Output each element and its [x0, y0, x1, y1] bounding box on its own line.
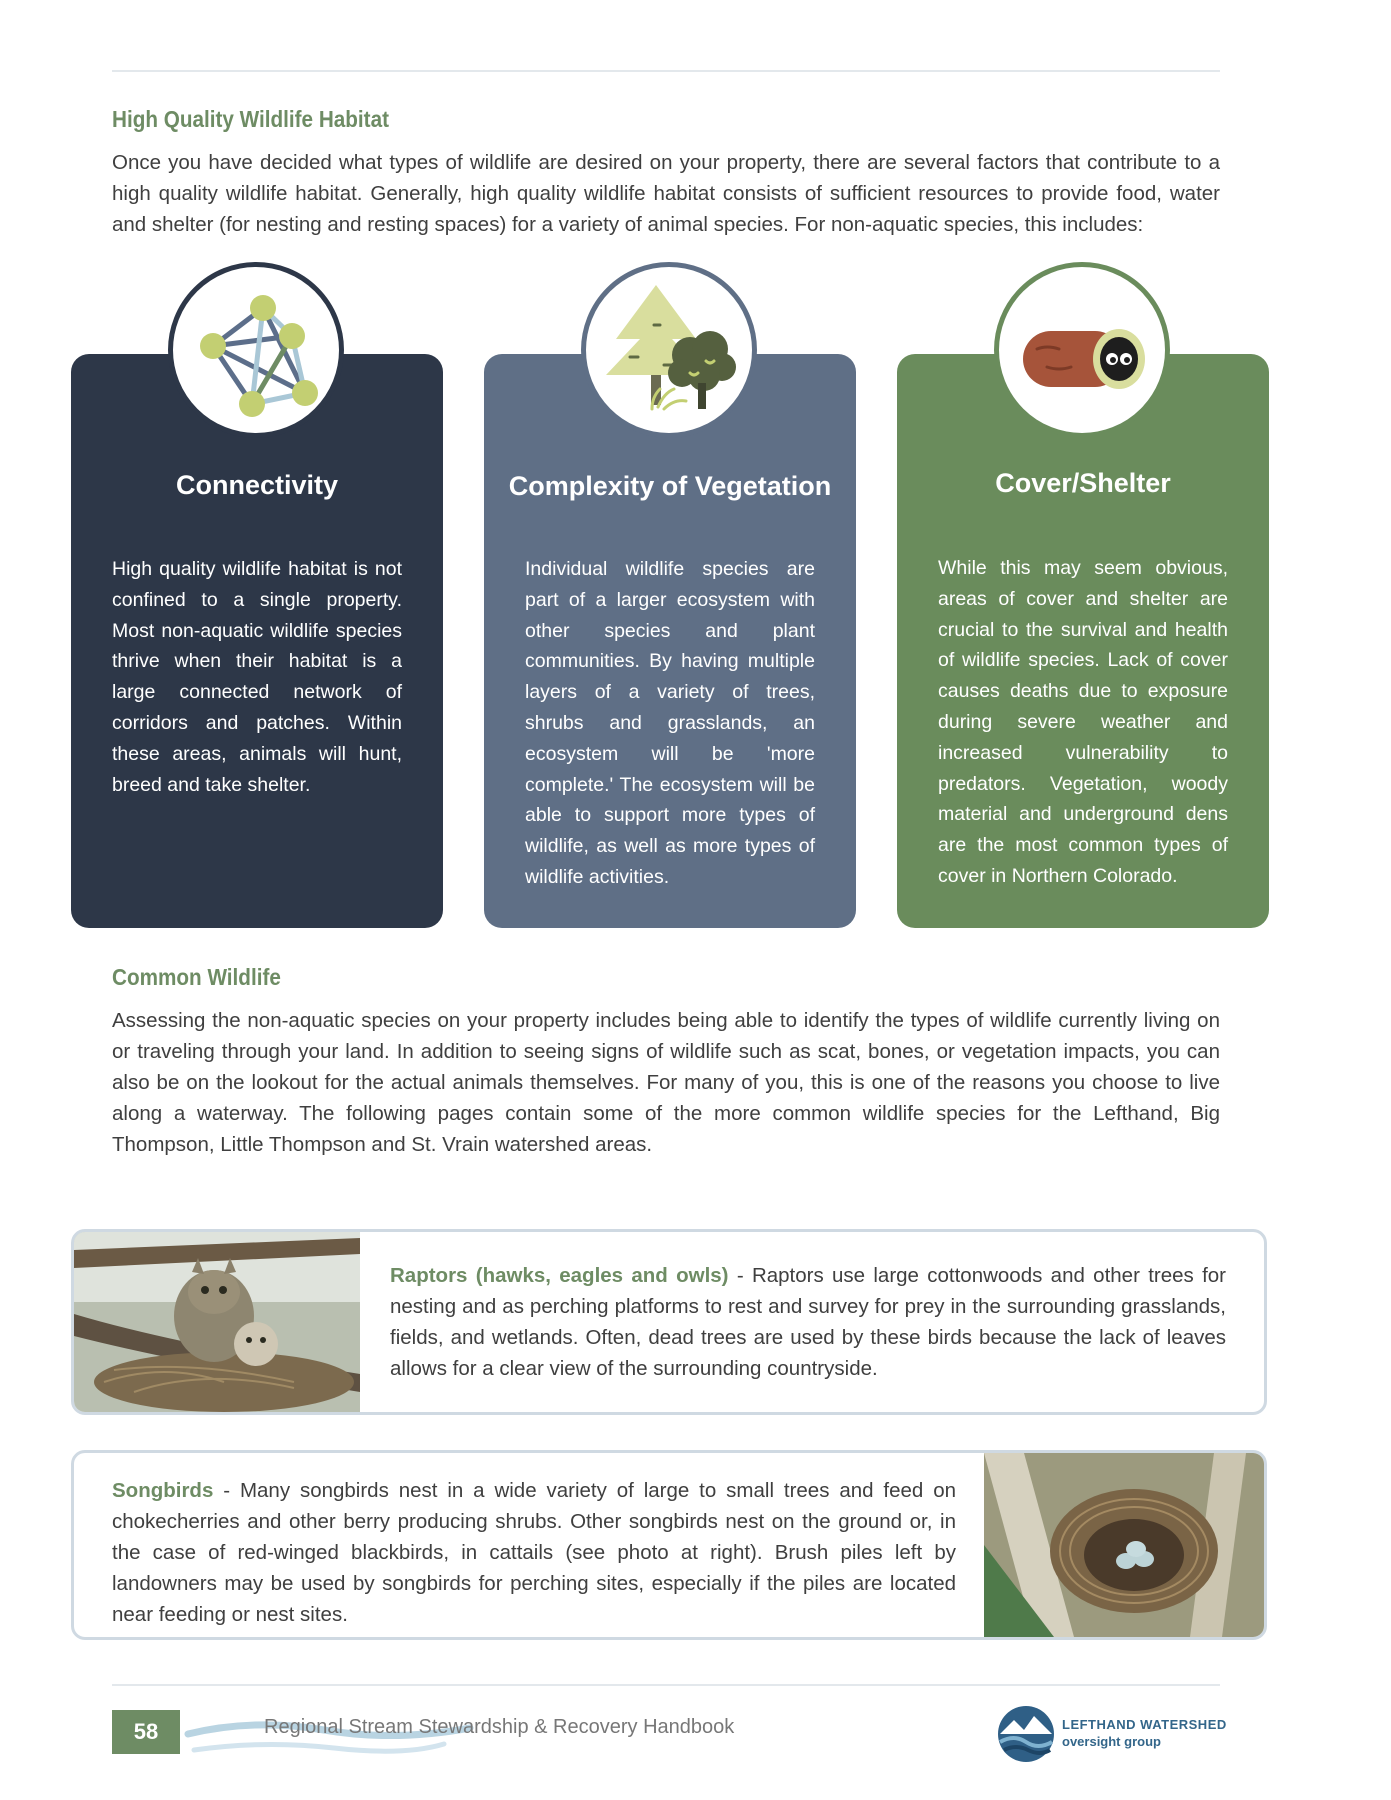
card-title: Complexity of Vegetation: [508, 471, 832, 501]
card-body: Individual wildlife species are part of a larger ecosystem with other species and plant communities. By having multiple layers of a variety of trees, shrubs and grasslands, an ecosystem will be 'more complete.' The ecosystem will be able to support more types of wildlife, as well as more types of wildlife activities.: [525, 558, 815, 888]
songbirds-box: [71, 1450, 1267, 1640]
vegetation-card: [484, 354, 856, 928]
cover-icon-circle: [994, 262, 1170, 438]
raptors-description: [390, 1260, 1226, 1384]
log-icon: [1007, 275, 1157, 425]
raptors-name: Raptors (hawks, eagles and owls): [390, 1264, 729, 1287]
vegetation-icon-circle: [581, 262, 757, 438]
owl-photo: [74, 1232, 360, 1412]
cover-shelter-card: [897, 354, 1269, 928]
section-heading-common-wildlife: Common Wildlife: [112, 964, 281, 990]
section-heading-habitat: High Quality Wildlife Habitat: [112, 106, 389, 132]
card-title: Cover/Shelter: [995, 468, 1171, 498]
card-body: High quality wildlife habitat is not confined to a single property. Most non-aquatic wildlife species thrive when their habitat is a large connected network of corridors and patches. Within these areas, animals will hunt, breed and take shelter.: [112, 558, 402, 796]
card-body: While this may seem obvious, areas of cover and shelter are crucial to the survival and health of wildlife species. Lack of cover causes deaths due to exposure during severe weather and increased vulnerability to predators. Vegetation, woody material and underground dens are the most common types of cover in Northern Colorado.: [938, 557, 1228, 887]
watershed-logo-icon: [996, 1704, 1056, 1764]
bottom-divider: [112, 1684, 1220, 1686]
songbirds-description: [112, 1475, 956, 1630]
logo-line1: LEFTHAND WATERSHED: [1062, 1717, 1227, 1732]
common-wildlife-paragraph: Assessing the non-aquatic species on your property includes being able to identify the types of wildlife currently living on or traveling through your land. In addition to seeing signs of wildlife such as scat, bones, or vegetation impacts, you can also be on the lookout for the actual animals themselves. For many of you, this is one of the reasons you choose to live along a waterway. The following pages contain some of the more common wildlife species for the Lefthand, Big Thompson, Little Thompson and St. Vrain watershed areas.: [112, 1009, 1220, 1156]
connectivity-icon-circle: [168, 262, 344, 438]
page-number-badge: 58: [112, 1710, 180, 1754]
card-title: Connectivity: [175, 470, 339, 500]
trees-icon: [594, 275, 744, 425]
songbirds-name: Songbirds: [112, 1479, 214, 1502]
raptors-text: - Raptors use large cottonwoods and other trees for nesting and as perching platforms to rest and survey for prey in the surrounding grasslands, fields, and wetlands. Often, dead trees are used by these birds because the lack of leaves allows for a clear view of the surrounding countryside.: [390, 1264, 1226, 1380]
nest-photo: [984, 1453, 1264, 1637]
logo-line2: oversight group: [1062, 1734, 1161, 1749]
network-icon: [181, 275, 331, 425]
songbirds-text: - Many songbirds nest in a wide variety of large to small trees and feed on chokecherries and other berry producing shrubs. Other songbirds nest on the ground or, in the case of red-winged blackbirds, in cattails (see photo at right). Brush piles left by landowners may be used by songbirds for perching sites, especially if the piles are located near feeding or nest sites.: [112, 1479, 956, 1626]
handbook-title: Regional Stream Stewardship & Recovery Handbook: [264, 1716, 735, 1738]
top-divider: [112, 70, 1220, 72]
raptors-box: [71, 1229, 1267, 1415]
habitat-intro-paragraph: Once you have decided what types of wildlife are desired on your property, there are several factors that contribute to a high quality wildlife habitat. Generally, high quality wildlife habitat consists of sufficient resources to provide food, water and shelter (for nesting and resting spaces) for a variety of animal species. For non-aquatic species, this includes:: [112, 151, 1220, 236]
connectivity-card: [71, 354, 443, 928]
